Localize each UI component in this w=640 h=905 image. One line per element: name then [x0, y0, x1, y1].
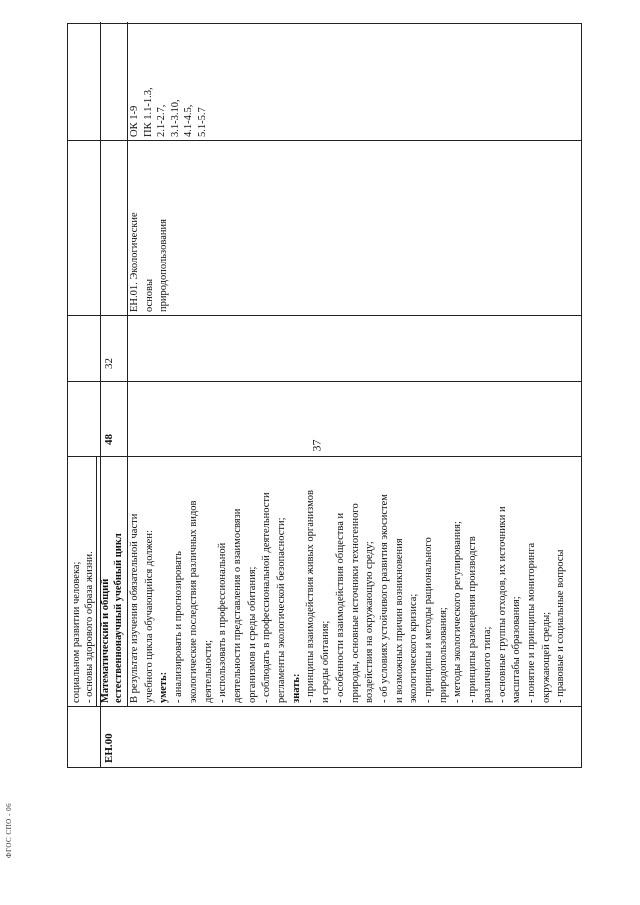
- text-line: - принципы размещения производств: [467, 536, 479, 703]
- text-line: деятельности;: [202, 639, 214, 703]
- column-divider: [68, 381, 581, 382]
- text-line: 4.1-4.5,: [183, 104, 194, 137]
- text-line: 2.1-2.7,: [156, 104, 167, 137]
- text-line: основы: [143, 278, 155, 312]
- column-divider: [68, 315, 581, 316]
- text-line: и возможных причин возникновения: [393, 538, 405, 703]
- text-line: - соблюдать в профессиональной деятельности: [261, 492, 273, 703]
- text-line: различного типа;: [481, 626, 493, 703]
- text-line: и среды обитания;: [320, 620, 332, 703]
- text-line: ОК 1-9: [129, 105, 140, 137]
- text-line: экологического кризиса;: [408, 593, 420, 703]
- max-hours: 48: [103, 434, 115, 445]
- text-line: природопользования;: [437, 607, 449, 703]
- text-line: природопользования: [158, 219, 170, 312]
- text-line: - анализировать и прогнозировать: [173, 551, 185, 703]
- text-line: ПК 1.1-1.3,: [142, 87, 154, 137]
- curriculum-table: [67, 23, 582, 768]
- cycle-title: [99, 459, 125, 703]
- text-line: - использовать в профессиональной: [217, 542, 229, 703]
- text-line: воздействия на окружающую среду;: [364, 541, 376, 703]
- text-line: - об условиях устойчивого развития экосистем: [378, 494, 390, 703]
- text-line: естественнонаучный учебный цикл: [113, 533, 124, 703]
- required-hours: 32: [103, 358, 115, 369]
- text-line: ЕН.01. Экологические: [129, 212, 140, 312]
- text-line: деятельности представления о взаимосвязи: [231, 508, 243, 703]
- text-line: В результате изучения обязательной части: [129, 513, 140, 703]
- discipline-name: [128, 144, 172, 312]
- text-line: 5.1-5.7: [196, 107, 208, 137]
- text-line: - правовые и социальные вопросы: [555, 549, 567, 703]
- text-line: - особенности взаимодействия общества и: [334, 512, 346, 703]
- text-line: масштабы образования;: [511, 596, 523, 703]
- cycle-code: ЕН.00: [103, 733, 115, 763]
- text-line: 3.1-3.10,: [169, 99, 181, 137]
- column-divider: [68, 456, 581, 457]
- text-line: Математический и общий: [100, 578, 111, 703]
- text-line: регламенты экологической безопасности;: [276, 517, 288, 703]
- page-number: 37: [309, 439, 324, 452]
- text-line: природы, основные источники техногенного: [349, 503, 361, 703]
- text-line: экологические последствия различных видов: [187, 500, 199, 703]
- text-line: социальном развитии человека;: [71, 561, 82, 703]
- competency-codes: [128, 25, 209, 137]
- discipline-requirements: [128, 460, 569, 703]
- text-line-heading: знать:: [290, 673, 302, 703]
- column-divider: [68, 706, 581, 707]
- text-line: - принципы взаимодействия живых организмов: [305, 490, 317, 703]
- text-line-heading: уметь:: [158, 671, 170, 703]
- text-line: - основы здорового образа жизни.: [83, 551, 95, 703]
- footer-code: ФГОС СПО - 06: [5, 802, 13, 858]
- text-line: - понятие и принципы мониторинга: [525, 542, 537, 703]
- text-line: - принципы и методы рационального: [423, 537, 435, 703]
- text-line: учебного цикла обучающийся должен:: [143, 530, 155, 703]
- text-line: окружающей среды;: [540, 611, 552, 703]
- text-line: - основные группы отходов, их источники и: [496, 506, 508, 703]
- text-line: - методы экологического регулирования;: [452, 521, 464, 703]
- rotated-table-container: [67, 23, 582, 768]
- column-divider: [68, 140, 581, 141]
- text-line: организмов и среды обитания;: [246, 566, 258, 703]
- row-top-text: [70, 459, 97, 703]
